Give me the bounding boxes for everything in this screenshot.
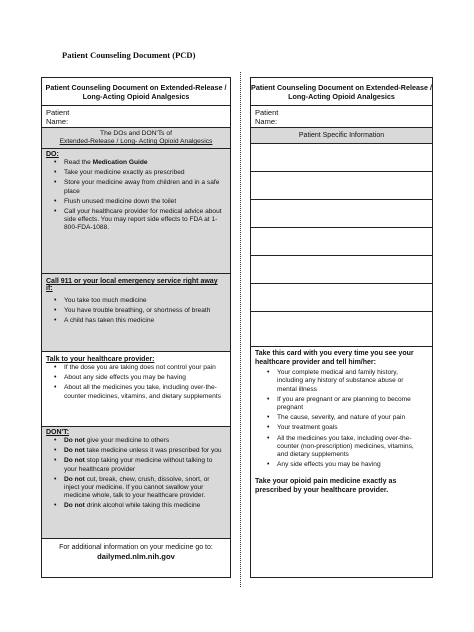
name-label: Name: bbox=[46, 117, 69, 126]
left-card-header: Patient Counseling Document on Extended-Release / Long-Acting Opioid Analgesics bbox=[42, 78, 230, 106]
patient-info-row[interactable] bbox=[251, 284, 432, 312]
list-item: • If you are pregnant or are planning to become pregnant bbox=[255, 396, 424, 412]
dont-list bbox=[42, 437, 230, 511]
list-item: • A child has taken this medicine bbox=[42, 317, 226, 325]
card-closing: Take your opioid pain medicine exactly as prescribed by your healthcare provider. bbox=[255, 477, 397, 495]
left-card bbox=[41, 77, 231, 578]
patient-info-row[interactable] bbox=[251, 172, 432, 200]
provider-card-text bbox=[251, 347, 432, 498]
left-patient-name-field[interactable] bbox=[42, 106, 230, 128]
list-item: • If the dose you are taking does not control your pain bbox=[42, 364, 226, 372]
talk-section bbox=[42, 352, 230, 427]
document-title: Patient Counseling Document (PCD) bbox=[62, 50, 196, 60]
patient-info-row[interactable] bbox=[251, 256, 432, 284]
card-list bbox=[255, 369, 428, 469]
patient-info-row[interactable] bbox=[251, 144, 432, 172]
dont-section bbox=[42, 427, 230, 539]
left-footer bbox=[42, 539, 230, 565]
do-list bbox=[42, 159, 230, 233]
list-item: • About all the medicines you take, including over-the-counter medicines, vitamins, and dietary supplements bbox=[42, 384, 226, 400]
patient-info-row[interactable] bbox=[251, 228, 432, 256]
footer-line: For additional information on your medicine go to: bbox=[59, 544, 213, 551]
do-section bbox=[42, 149, 230, 274]
talk-list bbox=[42, 364, 230, 401]
right-card bbox=[250, 77, 433, 578]
dont-title: DON'T: bbox=[46, 429, 70, 436]
dailymed-link[interactable]: dailymed.nlm.nih.gov bbox=[97, 552, 175, 561]
list-item: • You take too much medicine bbox=[42, 297, 226, 305]
list-item: • Store your medicine away from children and in a safe place bbox=[42, 179, 226, 195]
patient-info-rows bbox=[251, 144, 432, 347]
list-item: • Any side effects you may be having bbox=[255, 461, 424, 469]
list-item: • Your complete medical and family history, including any history of substance abuse or mental illness bbox=[255, 369, 424, 394]
list-item: • Do not drink alcohol while taking this medicine bbox=[42, 502, 226, 510]
list-item: • Your treatment goals bbox=[255, 424, 424, 432]
call911-title: Call 911 or your local emergency service right away if: bbox=[46, 278, 218, 292]
talk-title: Talk to your healthcare provider: bbox=[46, 356, 155, 363]
list-item: • About any side effects you may be having bbox=[42, 374, 226, 382]
list-item: • Do not stop taking your medicine without talking to your healthcare provider bbox=[42, 457, 226, 473]
list-item: • Do not cut, break, chew, crush, dissolve, snort, or inject your medicine. If you cannot swallow your medicine whole, talk to your healthcare provider. bbox=[42, 476, 226, 501]
dos-title-line1: The DOs and DON'Ts of bbox=[100, 129, 172, 137]
card-lead: Take this card with you every time you see your healthcare provider and tell him/her: bbox=[255, 350, 414, 366]
patient-specific-info-header: Patient Specific Information bbox=[251, 128, 432, 144]
dos-title-line2: Extended-Release / Long- Acting Opioid Analgesics bbox=[59, 138, 213, 145]
right-patient-name-field[interactable] bbox=[251, 106, 432, 128]
list-item: • The cause, severity, and nature of your pain bbox=[255, 414, 424, 422]
list-item: • Call your healthcare provider for medical advice about side effects. You may report side effects to FDA at 1-800-FDA-1088. bbox=[42, 208, 226, 233]
list-item: • Read the Medication Guide bbox=[42, 159, 226, 167]
list-item: • Flush unused medicine down the toilet bbox=[42, 198, 226, 206]
call911-section bbox=[42, 274, 230, 352]
list-item: • You have trouble breathing, or shortness of breath bbox=[42, 307, 226, 315]
dos-donts-title bbox=[42, 128, 230, 149]
right-card-header: Patient Counseling Document on Extended-Release / Long-Acting Opioid Analgesics bbox=[251, 78, 432, 106]
list-item: • All the medicines you take, including over-the-counter (non-prescription) medicines, vitamins, and dietary supplements bbox=[255, 435, 424, 460]
list-item: • Do not give your medicine to others bbox=[42, 437, 226, 445]
list-item: • Take your medicine exactly as prescribed bbox=[42, 169, 226, 177]
list-item: • Do not take medicine unless it was prescribed for you bbox=[42, 447, 226, 455]
name-label: Name: bbox=[255, 117, 278, 126]
do-title: DO: bbox=[46, 151, 59, 158]
patient-label: Patient bbox=[46, 108, 70, 117]
patient-label: Patient bbox=[255, 108, 279, 117]
cut-line-divider bbox=[240, 72, 241, 587]
call911-list bbox=[42, 297, 230, 326]
patient-info-row[interactable] bbox=[251, 312, 432, 347]
patient-info-row[interactable] bbox=[251, 200, 432, 228]
